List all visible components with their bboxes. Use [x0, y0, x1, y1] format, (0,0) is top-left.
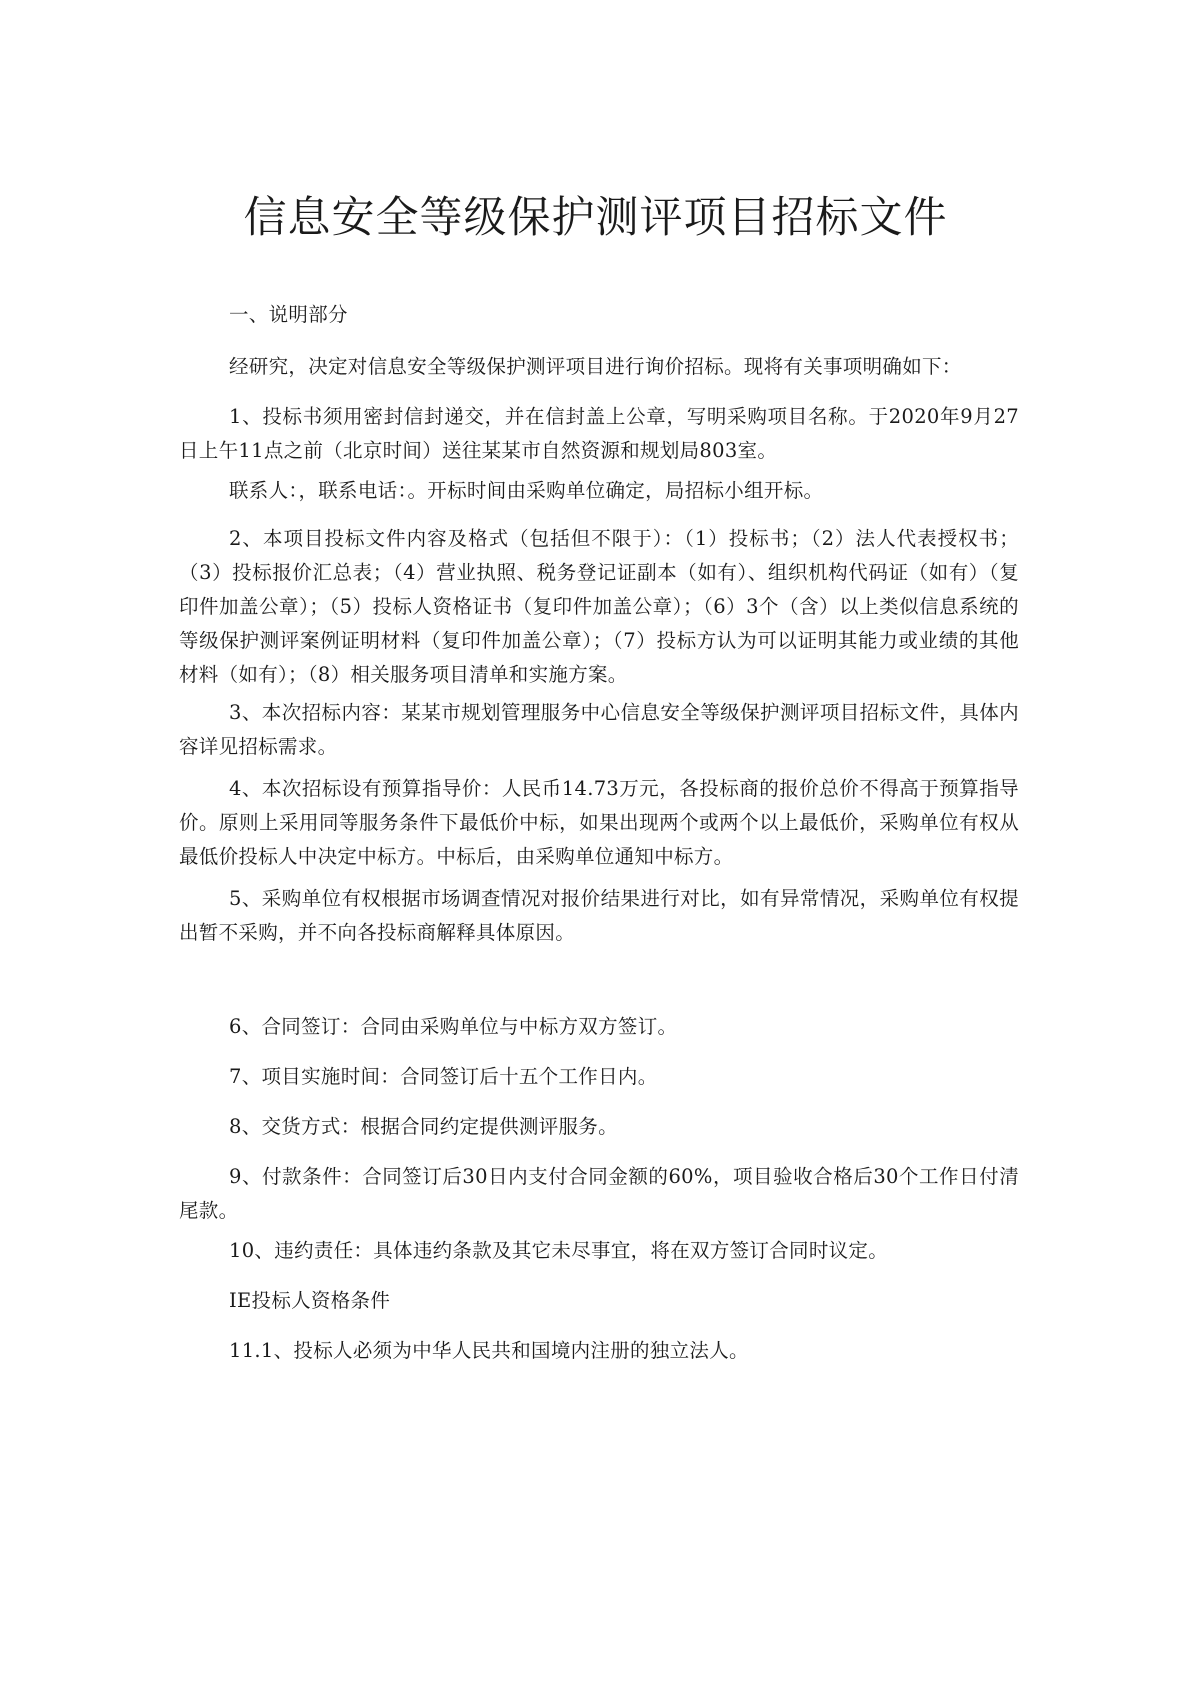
paragraph-item-7: 7、项目实施时间：合同签订后十五个工作日内。 [229, 1065, 658, 1088]
paragraph-item-1: 1、投标书须用密封信封递交，并在信封盖上公章，写明采购项目名称。于2020年9月27日上午11点之前（北京时间）送往某某市自然资源和规划局803室。 [179, 405, 1019, 462]
paragraph-item-3: 3、本次招标内容：某某市规划管理服务中心信息安全等级保护测评项目招标文件，具体内容详见招标需求。 [179, 701, 1019, 758]
section-heading-qualifications: IE投标人资格条件 [229, 1289, 391, 1312]
paragraph-contact: 联系人：，联系电话：。开标时间由采购单位确定，局招标小组开标。 [229, 479, 824, 502]
paragraph-item-8: 8、交货方式：根据合同约定提供测评服务。 [229, 1115, 618, 1138]
paragraph-item-10: 10、违约责任：具体违约条款及其它未尽事宜，将在双方签订合同时议定。 [229, 1239, 889, 1262]
paragraph-item-6: 6、合同签订：合同由采购单位与中标方双方签订。 [229, 1015, 678, 1038]
paragraph-intro: 经研究，决定对信息安全等级保护测评项目进行询价招标。现将有关事项明确如下： [229, 355, 962, 378]
paragraph-item-2: 2、本项目投标文件内容及格式（包括但不限于）：（1）投标书；（2）法人代表授权书；（3）投标报价汇总表；（4）营业执照、税务登记证副本（如有）、组织机构代码证（如有）（复印件加盖公章）；（5）投标人资格证书（复印件加盖公章）；（6）3个（含）以上类似信息系统的等级保护测评案例证明材料（复印件加盖公章）；（7）投标方认为可以证明其能力或业绩的其他材料（如有）；（8）相关服务项目清单和实施方案。 [179, 527, 1019, 686]
section-heading-description: 一、说明部分 [229, 303, 348, 326]
paragraph-item-5: 5、采购单位有权根据市场调查情况对报价结果进行对比，如有异常情况，采购单位有权提出暂不采购，并不向各投标商解释具体原因。 [179, 887, 1019, 944]
paragraph-item-4: 4、本次招标设有预算指导价：人民币14.73万元，各投标商的报价总价不得高于预算指导价。原则上采用同等服务条件下最低价中标，如果出现两个或两个以上最低价，采购单位有权从最低价投标人中决定中标方。中标后，由采购单位通知中标方。 [179, 777, 1019, 868]
paragraph-item-9: 9、付款条件：合同签订后30日内支付合同金额的60%，项目验收合格后30个工作日付清尾款。 [179, 1165, 1019, 1222]
paragraph-item-11-1: 11.1、投标人必须为中华人民共和国境内注册的独立法人。 [229, 1339, 749, 1362]
document-title: 信息安全等级保护测评项目招标文件 [243, 193, 948, 243]
